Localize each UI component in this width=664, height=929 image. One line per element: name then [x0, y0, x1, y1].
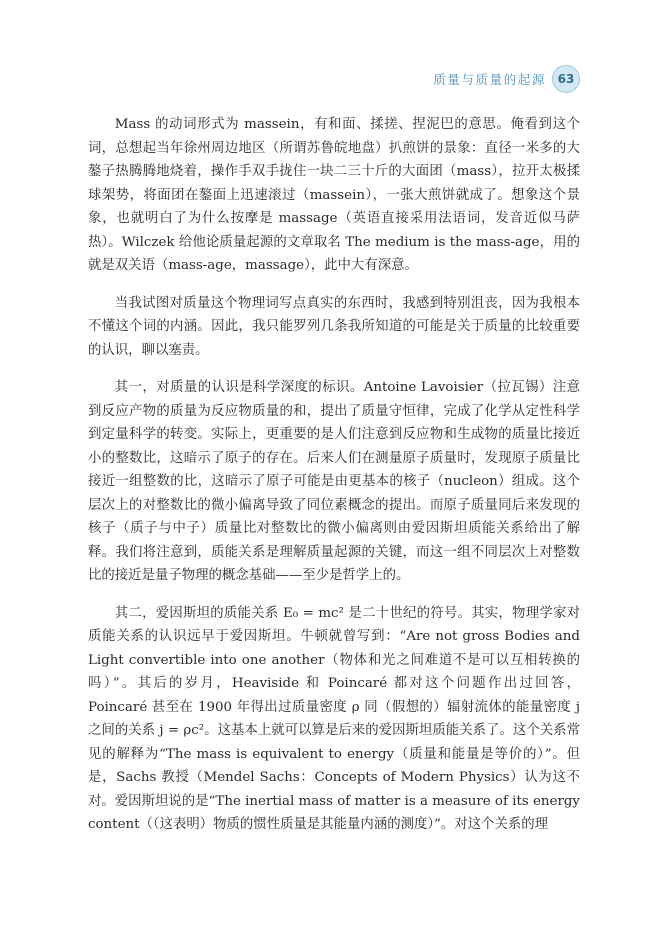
paragraph-author-note: 当我试图对质量这个物理词写点真实的东西时，我感到特别沮丧，因为我根本不懂这个词的内涵。因此，我只能罗列几条我所知道的可能是关于质量的比较重要的认识，聊以塞责。 — [88, 295, 580, 358]
running-title: 质量与质量的起源 — [433, 72, 546, 87]
paragraph-point-two: 其二，爱因斯坦的质能关系 E₀ = mc² 是二十世纪的符号。其实，物理学家对质能关系的认识远早于爱因斯坦。牛顿就曾写到：“Are not gross Bodies and Light convertible into one another（物体和光之间难道不是可以互相转换的吗）”。其后的岁月，Heaviside 和 Poincaré 都对这个问题作出过回答，Poincaré 甚至在 1900 年得出过质量密度 ρ 同（假想的）辐射流体的能量密度 j 之间的关系 j = ρc²。这基本上就可以算是后来的爱因斯坦质能关系了。这个关系常见的解释为“The mass is equivalent to energy（质量和能量是等价的）”。但是，Sachs 教授（Mendel Sachs：Concepts of Modern Physics）认为这不对。爱因斯坦说的是“The inertial mass of matter is a measure of its energy content（（这表明）物质的惯性质量是其能量内涵的测度）”。对这个关系的理 — [88, 605, 580, 832]
paragraph-mass-etymology: Mass 的动词形式为 massein，有和面、揉搓、捏泥巴的意思。俺看到这个词，总想起当年徐州周边地区（所谓苏鲁皖地盘）扒煎饼的景象：直径一米多的大鏊子热腾腾地烧着，操作手双手拢住一块二三十斤的大面团（mass），拉开太极揉球架势，将面团在鏊面上迅速滚过（massein），一张大煎饼就成了。想象这个景象，也就明白了为什么按摩是 massage（英语直接采用法语词，发音近似马萨热）。Wilczek 给他论质量起源的文章取名 The medium is the mass-age，用的就是双关语（mass-age，massage），此中大有深意。 — [88, 117, 580, 273]
page-number-badge: 63 — [552, 65, 580, 93]
text-body — [88, 113, 580, 837]
running-header — [433, 64, 580, 94]
paragraph-point-one: 其一，对质量的认识是科学深度的标识。Antoine Lavoisier（拉瓦锡）注意到反应产物的质量为反应物质量的和，提出了质量守恒律，完成了化学从定性科学到定量科学的转变。实际上，更重要的是人们注意到反应物和生成物的质量比接近小的整数比，这暗示了原子的存在。后来人们在测量原子质量时，发现原子质量比接近一组整数的比，这暗示了原子可能是由更基本的核子（nucleon）组成。这个层次上的对整数比的微小偏离导致了同位素概念的提出。而原子质量同后来发现的核子（质子与中子）质量比对整数比的微小偏离则由爱因斯坦质能关系给出了解释。我们将注意到，质能关系是理解质量起源的关键，而这一组不同层次上对整数比的接近是量子物理的概念基础——至少是哲学上的。 — [88, 380, 580, 583]
